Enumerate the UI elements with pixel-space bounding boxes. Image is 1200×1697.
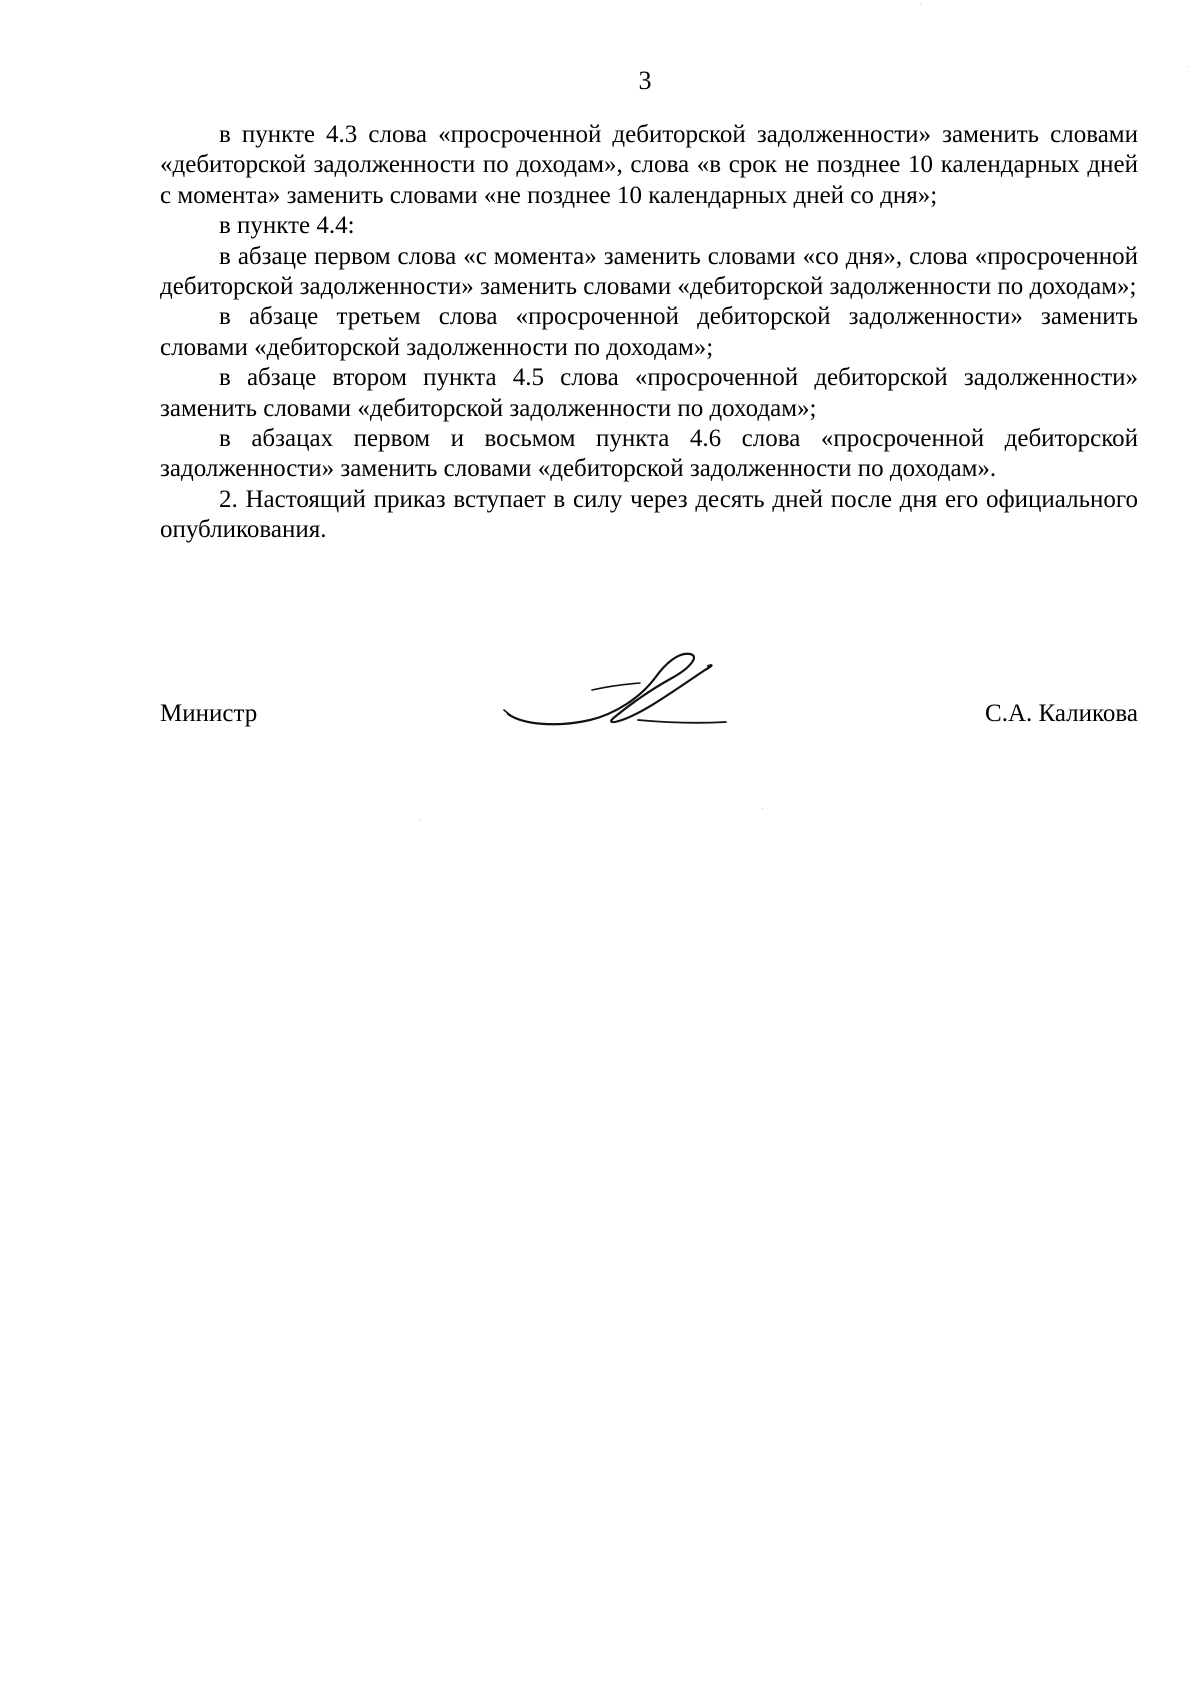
paragraph-item-4-6: в абзацах первом и восьмом пункта 4.6 слова «просроченной дебиторской задолженности» заменить словами «дебиторской задолженности по доходам».: [160, 425, 1138, 483]
page-number: 3: [638, 66, 652, 95]
scan-speck: [420, 820, 421, 821]
scan-speck: [1188, 66, 1189, 67]
scan-speck: [762, 808, 763, 809]
paragraph-4-4-third-abzac: в абзаце третьем слова «просроченной дебиторской задолженности» заменить словами «дебиторской задолженности по доходам»;: [160, 303, 1138, 361]
signer-name: С.А. Каликова: [985, 700, 1138, 727]
paragraph-item-4-4: в пункте 4.4:: [219, 212, 355, 240]
handwritten-signature: [500, 650, 760, 740]
signer-position: Министр: [160, 700, 258, 727]
paragraph-4-4-first-abzac: в абзаце первом слова «с момента» заменить словами «со дня», слова «просроченной дебиторской задолженности» заменить словами «дебиторской задолженности по доходам»;: [160, 242, 1138, 301]
document-body: [160, 120, 1138, 546]
paragraph-effective-date: 2. Настоящий приказ вступает в силу через десять дней после дня его официального опубликования.: [160, 485, 1138, 544]
paragraph-item-4-5: в абзаце втором пункта 4.5 слова «просроченной дебиторской задолженности» заменить словами «дебиторской задолженности по доходам»;: [160, 364, 1138, 422]
scan-speck: [920, 4, 921, 5]
paragraph-item-4-3: в пункте 4.3 слова «просроченной дебиторской задолженности» заменить словами «дебиторской задолженности по доходам», слова «в срок не позднее 10 календарных дней с момента» заменить словами «не позднее 10 календарных дней со дня»;: [160, 121, 1138, 209]
signature-block: [160, 642, 1138, 727]
